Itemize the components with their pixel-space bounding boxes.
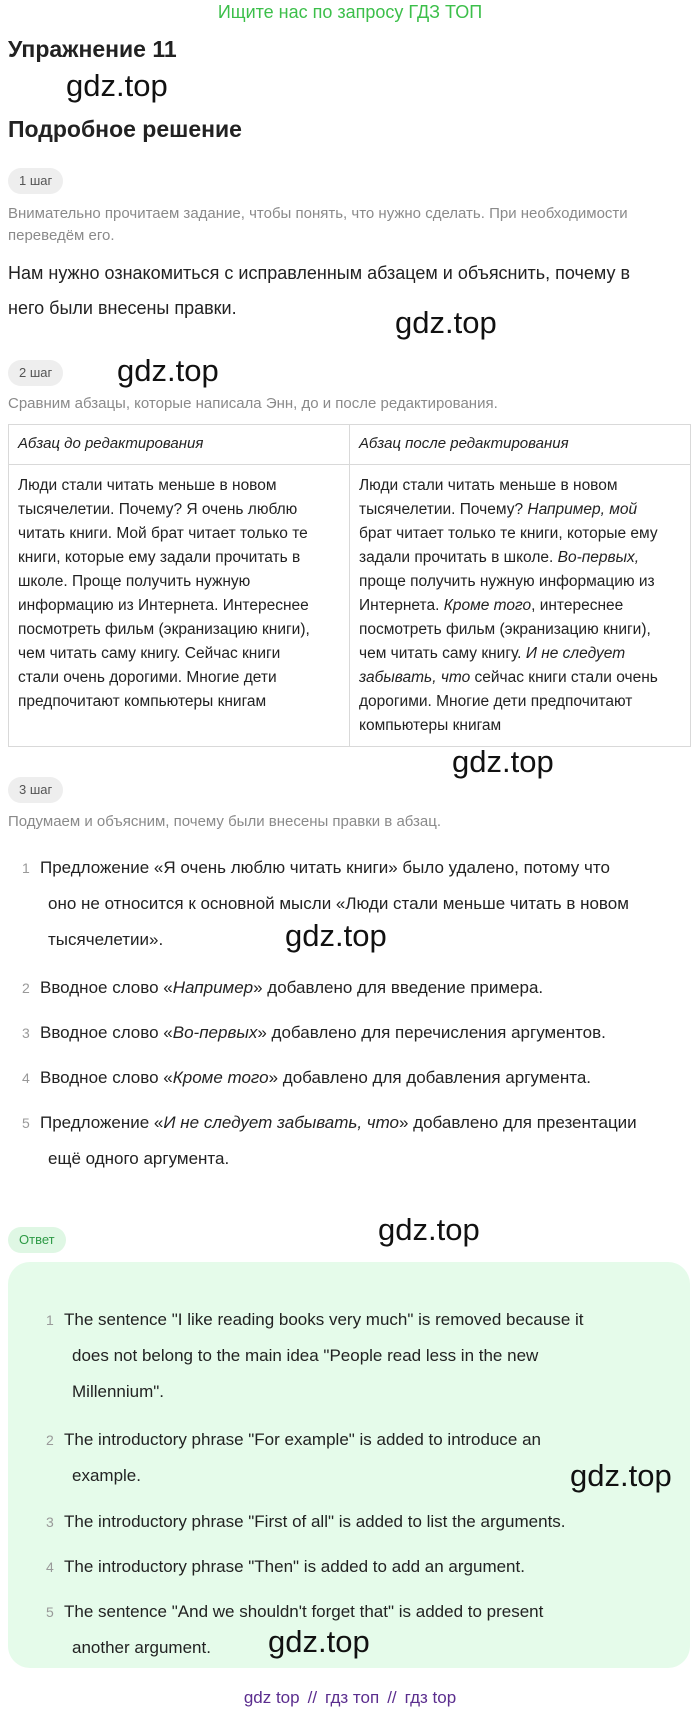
list-text: » добавлено для добавления аргумента. xyxy=(268,1068,592,1087)
step-badge-1: 1 шаг xyxy=(8,168,63,194)
list-number: 2 xyxy=(22,980,30,996)
footer-link[interactable]: gdz top xyxy=(243,1688,300,1707)
watermark: gdz.top xyxy=(66,68,168,103)
footer-link[interactable]: гдз top xyxy=(404,1688,457,1707)
paragraph-line: брат читает только те книги, которые ему xyxy=(359,525,658,542)
step2-hint: Сравним абзацы, которые написала Энн, до и после редактирования. xyxy=(8,395,498,412)
list-text: » добавлено для презентации xyxy=(399,1113,637,1132)
list-number: 3 xyxy=(46,1514,54,1530)
column-header-after: Абзац после редактирования xyxy=(350,425,691,465)
plain-text: чем читать саму книгу. xyxy=(359,645,526,662)
step1-hint-line2: переведём его. xyxy=(8,227,115,244)
paragraph-line xyxy=(359,666,681,690)
answer-text: The sentence "And we shouldn't forget that" is added to present xyxy=(64,1602,544,1621)
list-text: Вводное слово « xyxy=(40,1068,173,1087)
answer-item-line xyxy=(46,1302,666,1338)
list-text: тысячелетии». xyxy=(48,930,164,949)
list-number: 2 xyxy=(46,1432,54,1448)
inserted-phrase: Например, мой xyxy=(527,501,638,518)
watermark: gdz.top xyxy=(570,1458,672,1493)
page-title: Упражнение 11 xyxy=(8,36,177,62)
paragraph-line: посмотреть фильм (экранизацию книги), xyxy=(359,621,651,638)
inserted-phrase: Кроме того xyxy=(443,597,532,614)
answer-text: The introductory phrase "Then" is added to add an argument. xyxy=(64,1557,525,1576)
footer-separator: // xyxy=(387,1688,397,1707)
answer-text: another argument. xyxy=(72,1638,211,1657)
step1-text xyxy=(8,256,688,326)
list-item xyxy=(22,1015,692,1051)
inserted-phrase: Во-первых, xyxy=(557,549,640,566)
inserted-phrase: И не следует xyxy=(525,645,626,662)
answer-item-line xyxy=(46,1422,666,1458)
list-item xyxy=(22,1105,692,1177)
paragraph-line: информацию из Интернета. Интереснее xyxy=(18,597,309,614)
paragraph-line: читать книги. Мой брат читает только те xyxy=(18,525,308,542)
list-text: Предложение « xyxy=(40,1113,164,1132)
list-item-line xyxy=(22,1105,692,1141)
list-number: 1 xyxy=(46,1312,54,1328)
list-number: 5 xyxy=(46,1604,54,1620)
paragraph-line: чем читать саму книгу. Сейчас книги xyxy=(18,645,281,662)
step3-hint: Подумаем и объясним, почему были внесены правки в абзац. xyxy=(8,813,442,830)
list-number: 5 xyxy=(22,1115,30,1131)
plain-text: Интернета. xyxy=(359,597,444,614)
list-item xyxy=(22,1060,692,1096)
paragraph-line: стали очень дорогими. Многие дети xyxy=(18,669,277,686)
list-number: 4 xyxy=(46,1559,54,1575)
plain-text: тысячелетии. Почему? xyxy=(359,501,528,518)
list-text: Предложение «Я очень люблю читать книги» было удалено, потому что xyxy=(40,858,610,877)
answer-item xyxy=(46,1504,666,1540)
paragraph-line: Люди стали читать меньше в новом xyxy=(18,477,277,494)
list-number: 4 xyxy=(22,1070,30,1086)
step1-hint xyxy=(8,203,628,247)
step1-text-line1: Нам нужно ознакомиться с исправленным абзацем и объяснить, почему в xyxy=(8,263,631,283)
list-emphasis: Во-первых xyxy=(172,1023,258,1042)
paragraph-line: школе. Проще получить нужную xyxy=(18,573,251,590)
paragraph-line: книги, которые ему задали прочитать в xyxy=(18,549,301,566)
list-number: 1 xyxy=(22,860,30,876)
watermark: gdz.top xyxy=(452,744,554,779)
table-row xyxy=(9,465,691,747)
footer-link[interactable]: гдз топ xyxy=(325,1688,380,1707)
list-text: оно не относится к основной мысли «Люди стали меньше читать в новом xyxy=(48,894,629,913)
list-text: » добавлено для перечисления аргументов. xyxy=(257,1023,606,1042)
plain-text: сейчас книги стали очень xyxy=(470,669,658,686)
list-text: Вводное слово « xyxy=(40,978,173,997)
paragraph-before-cell xyxy=(9,465,350,747)
list-text: » добавлено для введение примера. xyxy=(253,978,544,997)
answer-text: example. xyxy=(72,1466,141,1485)
answer-text: does not belong to the main idea "People read less in the new xyxy=(72,1346,539,1365)
answer-badge: Ответ xyxy=(8,1227,66,1253)
list-emphasis: Кроме того xyxy=(172,1068,269,1087)
paragraph-line: предпочитают компьютеры книгам xyxy=(18,693,267,710)
watermark: gdz.top xyxy=(395,305,497,340)
step1-hint-line1: Внимательно прочитаем задание, чтобы понять, что нужно сделать. При необходимости xyxy=(8,205,628,222)
column-header-before: Абзац до редактирования xyxy=(9,425,350,465)
step-badge-2: 2 шаг xyxy=(8,360,63,386)
list-emphasis: И не следует забывать, что xyxy=(163,1113,399,1132)
paragraph-line: проще получить нужную информацию из xyxy=(359,573,655,590)
table-header-row xyxy=(9,425,691,465)
list-text: ещё одного аргумента. xyxy=(48,1149,230,1168)
step1-text-line2: него были внесены правки. xyxy=(8,298,237,318)
answer-text: The introductory phrase "For example" is added to introduce an xyxy=(64,1430,541,1449)
paragraph-line: дорогими. Многие дети предпочитают xyxy=(359,693,633,710)
paragraph-after-cell xyxy=(350,465,691,747)
step-badge-3: 3 шаг xyxy=(8,777,63,803)
answer-text: The sentence "I like reading books very much" is removed because it xyxy=(64,1310,584,1329)
watermark: gdz.top xyxy=(285,918,387,953)
watermark: gdz.top xyxy=(117,353,219,388)
answer-text: Millennium". xyxy=(72,1382,165,1401)
paragraph-line: Люди стали читать меньше в новом xyxy=(359,477,618,494)
inserted-phrase: забывать, что xyxy=(359,669,471,686)
section-title: Подробное решение xyxy=(8,116,242,142)
paragraph-line xyxy=(359,546,681,570)
list-number: 3 xyxy=(22,1025,30,1041)
paragraph-line: компьютеры книгам xyxy=(359,717,502,734)
list-text: Вводное слово « xyxy=(40,1023,173,1042)
answer-item xyxy=(46,1549,666,1585)
watermark: gdz.top xyxy=(268,1624,370,1659)
paragraph-line: посмотреть фильм (экранизацию книги), xyxy=(18,621,310,638)
answer-item xyxy=(46,1302,666,1410)
answer-text: The introductory phrase "First of all" is added to list the arguments. xyxy=(64,1512,566,1531)
paragraph-line: тысячелетии. Почему? Я очень люблю xyxy=(18,501,298,518)
search-banner: Ищите нас по запросу ГДЗ ТОП xyxy=(217,2,483,22)
list-item xyxy=(22,970,692,1006)
footer-separator: // xyxy=(307,1688,318,1707)
plain-text: , интереснее xyxy=(531,597,624,614)
watermark: gdz.top xyxy=(378,1212,480,1247)
list-emphasis: Например xyxy=(172,978,254,997)
comparison-table xyxy=(8,424,691,747)
paragraph-line xyxy=(359,498,681,522)
plain-text: задали прочитать в школе. xyxy=(359,549,558,566)
list-item-line xyxy=(22,850,692,886)
paragraph-line xyxy=(359,594,681,618)
footer-links xyxy=(0,1688,700,1708)
paragraph-line xyxy=(359,642,681,666)
